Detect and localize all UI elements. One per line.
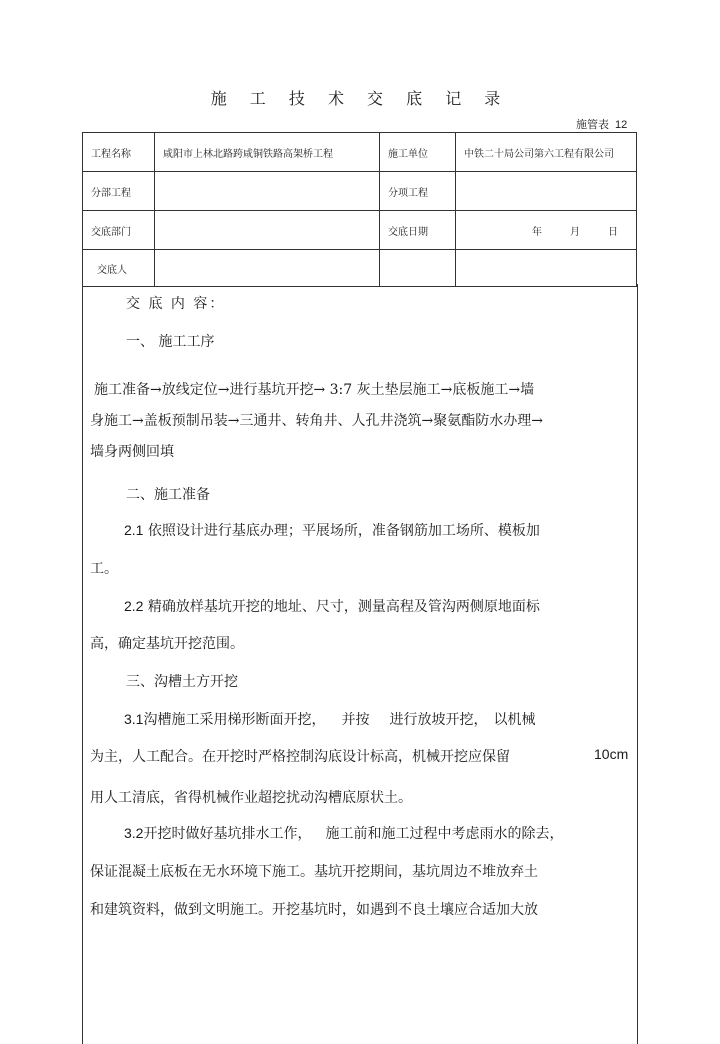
form-number xyxy=(576,116,627,132)
para-2-1-text: 依照设计进行基底办理；平展场所，准备钢筋加工场所、模板加 xyxy=(147,523,540,539)
para-2-2-text: 精确放样基坑开挖的地址、尺寸，测量高程及管沟两侧原地面标 xyxy=(147,599,540,615)
construction-unit-label: 施工单位 xyxy=(380,133,456,172)
section1-title: 一、 施工工序 xyxy=(126,334,215,350)
section1-line2: 身施工→盖板预制吊装→三通井、转角井、人孔井浇筑→聚氨酯防水办理→ xyxy=(90,413,543,429)
para-3-1-number: 3.1 xyxy=(124,711,144,727)
table-row xyxy=(83,211,637,250)
para-3-2-number: 3.2 xyxy=(124,825,144,841)
date-year: 年 xyxy=(532,226,542,238)
division-value xyxy=(155,172,380,211)
division-label: 分部工程 xyxy=(83,172,155,211)
para-3-1-text-b: 并按 xyxy=(341,712,370,728)
person-extra-2 xyxy=(456,250,637,287)
construction-unit-value: 中铁二十局公司第六工程有限公司 xyxy=(456,133,637,172)
table-row xyxy=(83,172,637,211)
para-3-1-text-c: 进行放坡开挖， xyxy=(389,712,488,728)
subitem-value xyxy=(456,172,637,211)
para-2-1-line2: 工。 xyxy=(90,561,118,577)
header-table xyxy=(82,132,637,287)
content-heading: 交 底 内 容： xyxy=(126,296,226,312)
para-3-1 xyxy=(124,709,535,729)
para-2-2-line2: 高，确定基坑开挖范围。 xyxy=(90,636,244,652)
person-extra-1 xyxy=(380,250,456,287)
para-3-2-line3: 和建筑资料，做到文明施工。开挖基坑时，如遇到不良土壤应合适加大放 xyxy=(90,902,538,918)
section3-title: 三、沟槽土方开挖 xyxy=(126,674,238,690)
para-3-1-line3: 用人工清底，省得机械作业超挖扰动沟槽底原状土。 xyxy=(90,790,412,806)
section1-line3: 墙身两侧回填 xyxy=(90,444,174,460)
person-label: 交底人 xyxy=(83,250,155,287)
dept-label: 交底部门 xyxy=(83,211,155,250)
table-row xyxy=(83,250,637,287)
section1-line1: 施工准备→放线定位→进行基坑开挖→ 3:7 灰土垫层施工→底板施工→墙 xyxy=(94,382,535,398)
dept-value xyxy=(155,211,380,250)
para-3-2-text-b: 施工前和施工过程中考虑雨水的除去， xyxy=(325,826,564,842)
para-3-2-text-a: 开挖时做好基坑排水工作， xyxy=(143,826,312,842)
form-number-value: 12 xyxy=(615,119,628,131)
person-value xyxy=(155,250,380,287)
date-value xyxy=(456,211,637,250)
para-2-1 xyxy=(124,520,540,540)
para-3-2-line2: 保证混凝土底板在无水环境下施工。基坑开挖期间，基坑周边不堆放弃土 xyxy=(90,864,538,880)
para-3-1-text-d: 以机械 xyxy=(493,712,536,728)
project-name-label: 工程名称 xyxy=(83,133,155,172)
para-3-2 xyxy=(124,823,563,843)
form-number-label: 施管表 xyxy=(576,119,609,131)
table-row xyxy=(83,133,637,172)
para-3-1-line2: 为主，人工配合。在开挖时严格控制沟底设计标高，机械开挖应保留 xyxy=(90,749,510,765)
para-3-1-text-a: 沟槽施工采用梯形断面开挖， xyxy=(143,712,326,728)
project-name-value: 咸阳市上林北路跨咸铜铁路高架桥工程 xyxy=(155,133,380,172)
date-day: 日 xyxy=(608,226,618,238)
section2-title: 二、施工准备 xyxy=(126,487,210,503)
para-2-2-number: 2.2 xyxy=(124,598,144,614)
date-month: 月 xyxy=(570,226,580,238)
para-3-1-measure: 10cm xyxy=(594,746,629,762)
subitem-label: 分项工程 xyxy=(380,172,456,211)
page-title: 施 工 技 术 交 底 记 录 xyxy=(210,89,510,108)
para-2-1-number: 2.1 xyxy=(124,522,144,538)
para-2-2 xyxy=(124,596,540,616)
date-label: 交底日期 xyxy=(380,211,456,250)
